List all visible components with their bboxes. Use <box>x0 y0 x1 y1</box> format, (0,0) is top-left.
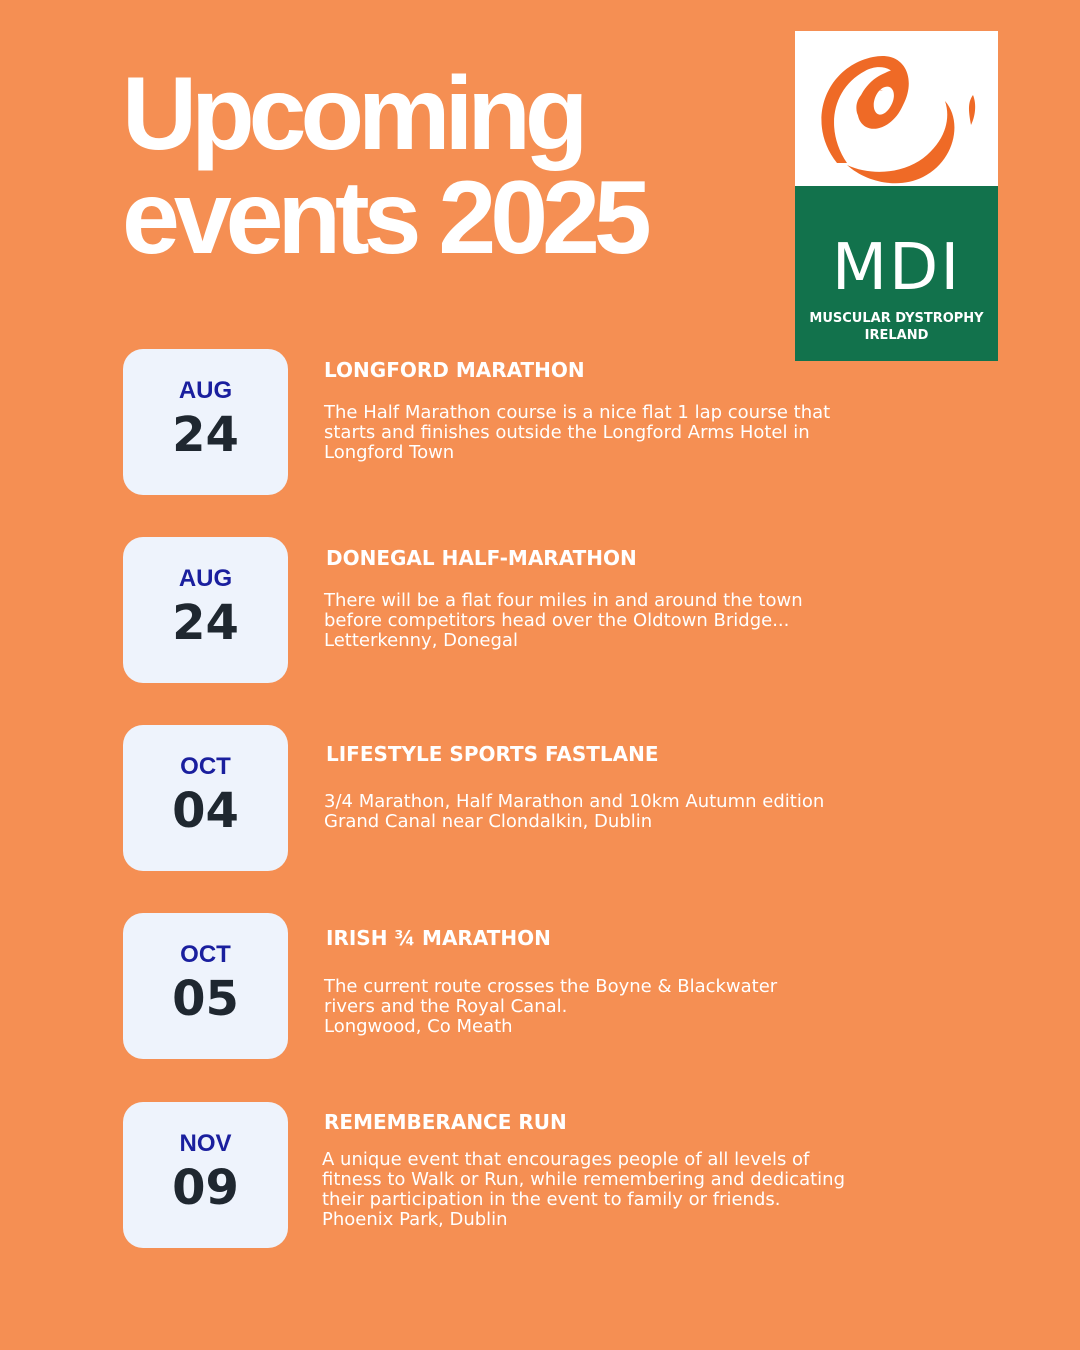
date-card <box>123 1102 288 1248</box>
event-description-line: fitness to Walk or Run, while remembering and dedicating <box>322 1169 846 1190</box>
event-title: IRISH ¾ MARATHON <box>326 926 551 950</box>
date-day: 24 <box>172 407 239 463</box>
mdi-swirl-icon <box>795 31 998 186</box>
event-description <box>324 792 904 832</box>
mdi-logo <box>795 31 998 361</box>
page-title <box>122 56 646 276</box>
page-title-line-1: Upcoming <box>122 56 583 172</box>
event-description <box>324 403 904 463</box>
event-title: DONEGAL HALF-MARATHON <box>326 546 637 570</box>
date-card <box>123 913 288 1059</box>
event-item <box>0 349 1080 499</box>
date-card <box>123 725 288 871</box>
event-description-line: Grand Canal near Clondalkin, Dublin <box>324 811 653 832</box>
logo-band <box>795 186 998 361</box>
event-item <box>0 725 1080 875</box>
event-description-line: A unique event that encourages people of all levels of <box>322 1149 810 1170</box>
date-month: AUG <box>178 565 233 592</box>
logo-subtitle-line-2: IRELAND <box>864 328 929 343</box>
event-description-line: The Half Marathon course is a nice flat 1 lap course that <box>324 402 831 423</box>
date-day: 04 <box>172 783 239 839</box>
event-item <box>0 537 1080 687</box>
event-description-line: There will be a flat four miles in and around the town <box>324 590 803 611</box>
event-description-line: Phoenix Park, Dublin <box>322 1209 508 1230</box>
event-description <box>324 591 904 651</box>
logo-subtitle-line-1: MUSCULAR DYSTROPHY <box>809 311 984 326</box>
date-day: 05 <box>172 971 239 1027</box>
event-description-line: their participation in the event to family or friends. <box>322 1189 781 1210</box>
event-description-line: rivers and the Royal Canal. <box>324 996 568 1017</box>
date-month: AUG <box>178 377 233 404</box>
event-item <box>0 913 1080 1063</box>
event-description-line: Longwood, Co Meath <box>324 1016 513 1037</box>
event-description <box>324 977 904 1037</box>
event-title: LIFESTYLE SPORTS FASTLANE <box>326 742 659 766</box>
date-month: NOV <box>179 1130 232 1157</box>
event-description-line: Letterkenny, Donegal <box>324 630 518 651</box>
event-description-line: 3/4 Marathon, Half Marathon and 10km Autumn edition <box>324 791 825 812</box>
page-title-line-2: events 2025 <box>122 160 646 276</box>
date-day: 09 <box>172 1160 239 1216</box>
event-item <box>0 1102 1080 1252</box>
logo-letters: MDI <box>831 231 962 305</box>
event-description-line: Longford Town <box>324 442 455 463</box>
event-description <box>322 1150 902 1230</box>
date-month: OCT <box>180 753 231 780</box>
date-day: 24 <box>172 595 239 651</box>
date-month: OCT <box>180 941 231 968</box>
event-title: REMEMBERANCE RUN <box>324 1110 567 1134</box>
event-description-line: starts and finishes outside the Longford Arms Hotel in <box>324 422 810 443</box>
event-description-line: before competitors head over the Oldtown Bridge... <box>324 610 790 631</box>
date-card <box>123 349 288 495</box>
event-title: LONGFORD MARATHON <box>324 358 585 382</box>
logo-subtitle <box>795 310 998 344</box>
date-card <box>123 537 288 683</box>
event-description-line: The current route crosses the Boyne & Blackwater <box>324 976 778 997</box>
